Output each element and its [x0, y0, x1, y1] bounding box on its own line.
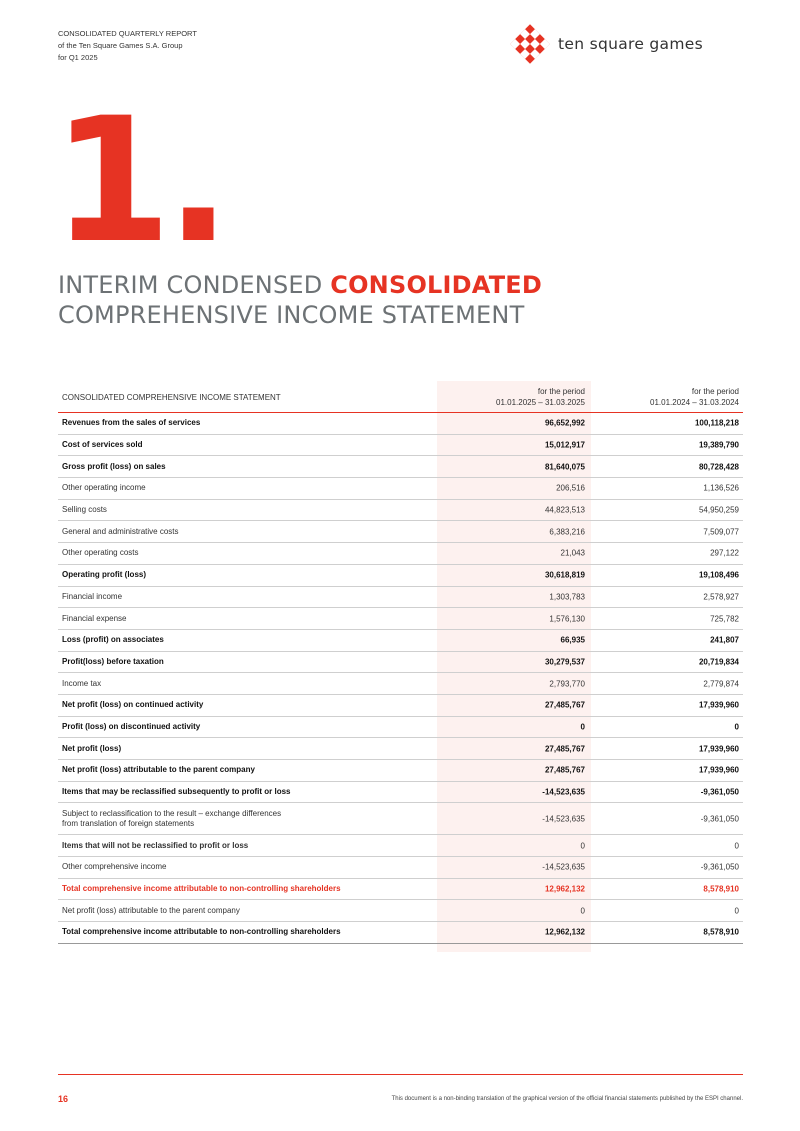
- column-header-2024: [650, 386, 739, 408]
- row-label: Net profit (loss): [62, 743, 122, 753]
- row-value-2025: 21,043: [560, 548, 585, 558]
- row-value-2025: 27,485,767: [544, 765, 585, 775]
- table-body: [58, 413, 743, 944]
- table-row: [58, 835, 743, 857]
- row-label: Income tax: [62, 678, 102, 688]
- row-label: Revenues from the sales of services: [62, 418, 201, 428]
- row-value-2024: 241,807: [710, 635, 739, 645]
- row-value-2024: 2,578,927: [703, 592, 739, 602]
- row-value-2025: 1,303,783: [549, 592, 585, 602]
- table-row: [58, 652, 743, 674]
- row-value-2025: 12,962,132: [544, 884, 585, 894]
- footer-divider: [58, 1074, 743, 1075]
- row-value-2025: 6,383,216: [549, 527, 585, 537]
- table-row: [58, 738, 743, 760]
- row-value-2024: 17,939,960: [698, 744, 739, 754]
- column-header-2025-line-1: for the period: [537, 387, 585, 396]
- row-value-2024: 19,108,496: [698, 570, 739, 580]
- row-value-2024: 0: [734, 906, 739, 916]
- row-value-2025: 30,279,537: [544, 657, 585, 667]
- row-value-2024: 725,782: [710, 614, 739, 624]
- row-value-2025: 12,962,132: [544, 927, 585, 937]
- row-value-2025: 96,652,992: [544, 418, 585, 428]
- company-logo: [510, 26, 703, 62]
- table-row: [58, 857, 743, 879]
- table-row: [58, 717, 743, 739]
- table-row: [58, 500, 743, 522]
- row-label: Items that may be reclassified subsequently to profit or loss: [62, 787, 291, 797]
- table-row: [58, 456, 743, 478]
- row-value-2024: 0: [734, 722, 739, 732]
- table-row: [58, 673, 743, 695]
- table-row: [58, 435, 743, 457]
- row-label: Profit (loss) on discontinued activity: [62, 721, 201, 731]
- row-label: Other operating income: [62, 483, 146, 493]
- section-number: 1.: [52, 80, 226, 281]
- report-header: [58, 28, 197, 64]
- table-row: [58, 565, 743, 587]
- income-statement-table: [58, 381, 743, 944]
- row-label: General and administrative costs: [62, 526, 179, 536]
- section-title: [58, 270, 542, 330]
- row-value-2025: 0: [580, 722, 585, 732]
- title-part-2: COMPREHENSIVE INCOME STATEMENT: [58, 301, 525, 329]
- row-value-2024: 19,389,790: [698, 440, 739, 450]
- report-header-line-1: CONSOLIDATED QUARTERLY REPORT: [58, 29, 197, 38]
- row-value-2025: -14,523,635: [542, 814, 585, 824]
- table-row: [58, 630, 743, 652]
- row-value-2025: 27,485,767: [544, 744, 585, 754]
- row-value-2025: 81,640,075: [544, 462, 585, 472]
- table-row: [58, 478, 743, 500]
- column-header-2025: [496, 386, 585, 408]
- row-value-2025: 1,576,130: [549, 614, 585, 624]
- table-row: [58, 521, 743, 543]
- row-value-2024: 7,509,077: [703, 527, 739, 537]
- table-row: [58, 413, 743, 435]
- column-header-2025-line-2: 01.01.2025 – 31.03.2025: [496, 398, 585, 407]
- row-value-2025: 44,823,513: [544, 505, 585, 515]
- report-header-line-3: for Q1 2025: [58, 53, 98, 62]
- table-header: [58, 381, 743, 413]
- table-row: [58, 760, 743, 782]
- row-label: Items that will not be reclassified to profit or loss: [62, 840, 249, 850]
- title-accent: CONSOLIDATED: [330, 271, 542, 299]
- row-value-2025: 27,485,767: [544, 700, 585, 710]
- row-value-2024: 20,719,834: [698, 657, 739, 667]
- row-value-2024: 17,939,960: [698, 700, 739, 710]
- table-row: [58, 695, 743, 717]
- row-label: Total comprehensive income attributable to non-controlling shareholders: [62, 884, 341, 894]
- row-label: Total comprehensive income attributable to non-controlling shareholders: [62, 927, 341, 937]
- row-value-2025: -14,523,635: [542, 862, 585, 872]
- logo-text: ten square games: [558, 35, 703, 53]
- ten-square-games-logo-icon: [510, 24, 550, 64]
- row-label: Operating profit (loss): [62, 570, 146, 580]
- row-label: Other operating costs: [62, 548, 139, 558]
- row-value-2024: -9,361,050: [700, 862, 739, 872]
- row-label: Subject to reclassification to the result – exchange differences from translation of foreign statements: [62, 808, 282, 828]
- row-label: Cost of services sold: [62, 440, 143, 450]
- row-label: Loss (profit) on associates: [62, 635, 164, 645]
- title-part-1: INTERIM CONDENSED: [58, 271, 331, 299]
- footer-note: This document is a non-binding translation of the graphical version of the official financial statements published by the ESPI channel.: [391, 1096, 743, 1102]
- table-row: [58, 879, 743, 901]
- row-value-2025: 66,935: [560, 635, 585, 645]
- column-header-2024-line-2: 01.01.2024 – 31.03.2024: [650, 398, 739, 407]
- row-value-2024: 54,950,259: [698, 505, 739, 515]
- page-number: 16: [58, 1094, 69, 1104]
- row-value-2025: 0: [580, 906, 585, 916]
- row-label: Net profit (loss) on continued activity: [62, 700, 204, 710]
- table-row: [58, 900, 743, 922]
- row-label: Financial expense: [62, 613, 127, 623]
- row-label: Financial income: [62, 591, 123, 601]
- table-header-label: CONSOLIDATED COMPREHENSIVE INCOME STATEMENT: [62, 393, 281, 402]
- row-value-2024: 1,136,526: [703, 483, 739, 493]
- table-row: [58, 922, 743, 944]
- row-value-2024: 297,122: [710, 548, 739, 558]
- table-row: [58, 587, 743, 609]
- row-label: Net profit (loss) attributable to the parent company: [62, 905, 240, 915]
- row-value-2025: -14,523,635: [542, 787, 585, 797]
- report-header-line-2: of the Ten Square Games S.A. Group: [58, 41, 183, 50]
- row-label: Selling costs: [62, 505, 107, 515]
- row-value-2024: -9,361,050: [700, 814, 739, 824]
- row-label: Gross profit (loss) on sales: [62, 461, 166, 471]
- row-label: Profit(loss) before taxation: [62, 656, 164, 666]
- table-row: [58, 608, 743, 630]
- row-value-2025: 30,618,819: [544, 570, 585, 580]
- row-value-2024: -9,361,050: [700, 787, 739, 797]
- row-value-2024: 2,779,874: [703, 679, 739, 689]
- row-value-2025: 206,516: [556, 483, 585, 493]
- row-label: Other comprehensive income: [62, 862, 167, 872]
- row-value-2025: 0: [580, 841, 585, 851]
- row-value-2025: 2,793,770: [549, 679, 585, 689]
- row-value-2024: 8,578,910: [703, 884, 739, 894]
- row-value-2024: 8,578,910: [703, 927, 739, 937]
- row-label: Net profit (loss) attributable to the parent company: [62, 765, 255, 775]
- row-value-2024: 80,728,428: [698, 462, 739, 472]
- row-value-2025: 15,012,917: [544, 440, 585, 450]
- row-value-2024: 17,939,960: [698, 765, 739, 775]
- row-value-2024: 0: [734, 841, 739, 851]
- column-header-2024-line-1: for the period: [691, 387, 739, 396]
- row-value-2024: 100,118,218: [694, 418, 739, 428]
- table-row: [58, 543, 743, 565]
- table-row: [58, 782, 743, 804]
- table-row: [58, 803, 743, 835]
